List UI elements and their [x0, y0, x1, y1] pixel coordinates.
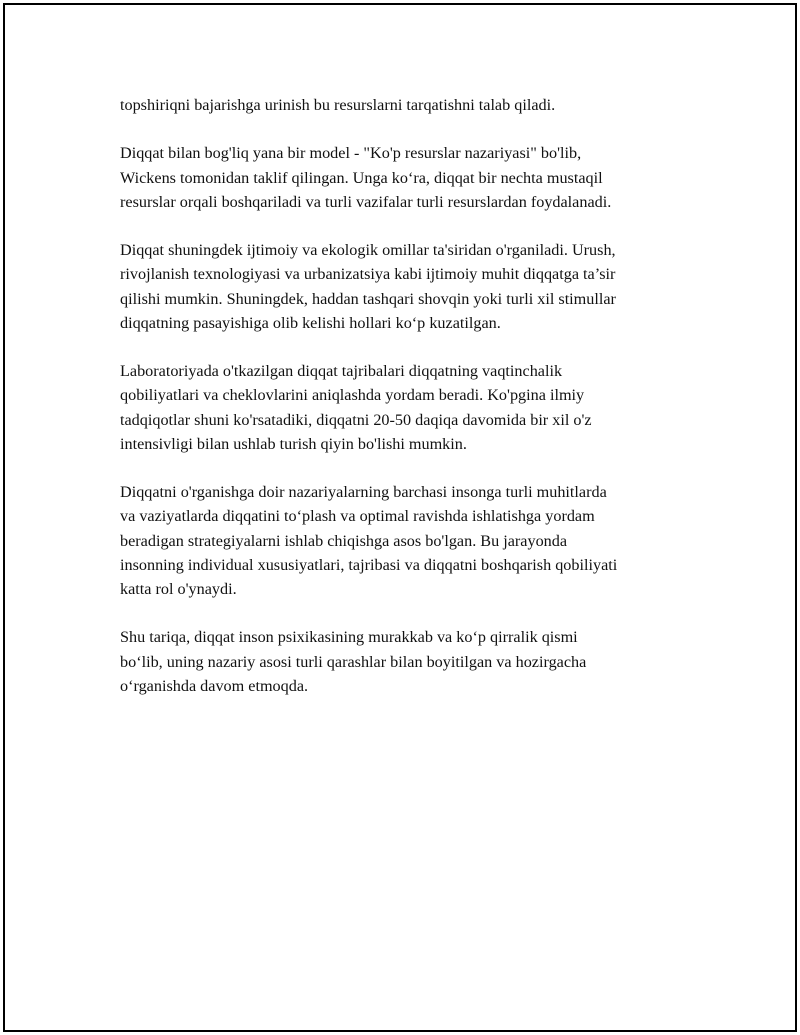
paragraph-3 — [120, 238, 700, 335]
paragraph-4 — [120, 359, 700, 456]
text-line: diqqatning pasayishiga olib kelishi hollari ko‘p kuzatilgan. — [120, 313, 501, 332]
text-line: va vaziyatlarda diqqatini to‘plash va optimal ravishda ishlatishga yordam — [120, 507, 595, 526]
text-line: Laboratoriyada o'tkazilgan diqqat tajribalari diqqatning vaqtinchalik — [120, 362, 563, 381]
paragraph-6 — [120, 625, 700, 698]
text-line: tadqiqotlar shuni ko'rsatadiki, diqqatni 20-50 daqiqa davomida bir xil o'z — [120, 410, 592, 429]
text-line: qilishi mumkin. Shuningdek, haddan tashqari shovqin yoki turli xil stimullar — [120, 289, 616, 308]
text-line: rivojlanish texnologiyasi va urbanizatsiya kabi ijtimoiy muhit diqqatga ta’sir — [120, 265, 616, 284]
text-line: qobiliyatlari va cheklovlarini aniqlashda yordam beradi. Ko'pgina ilmiy — [120, 386, 585, 405]
text-line: katta rol o'ynaydi. — [120, 580, 237, 598]
text-line: topshiriqni bajarishga urinish bu resurslarni tarqatishni talab qiladi. — [120, 96, 556, 114]
paragraph-2 — [120, 141, 700, 214]
text-line: resurslar orqali boshqariladi va turli vazifalar turli resurslardan foydalanadi. — [120, 192, 612, 211]
text-line: Diqqat bilan bog'liq yana bir model - "Ko'p resurslar nazariyasi" bo'lib, — [120, 144, 582, 163]
text-line: insonning individual xususiyatlari, tajribasi va diqqatni boshqarish qobiliyati — [120, 555, 618, 574]
text-line: Diqqat shuningdek ijtimoiy va ekologik omillar ta'siridan o'rganiladi. Urush, — [120, 241, 616, 260]
document-page — [3, 3, 797, 1032]
text-line: o‘rganishda davom etmoqda. — [120, 676, 309, 695]
paragraph-5 — [120, 480, 700, 601]
text-line: Shu tariqa, diqqat inson psixikasining murakkab va ko‘p qirralik qismi — [120, 628, 578, 647]
text-line: intensivligi bilan ushlab turish qiyin bo'lishi mumkin. — [120, 434, 467, 453]
text-line: Diqqatni o'rganishga doir nazariyalarning barchasi insonga turli muhitlarda — [120, 483, 607, 502]
text-line: Wickens tomonidan taklif qilingan. Unga ko‘ra, diqqat bir nechta mustaqil — [120, 168, 603, 187]
document-body — [120, 93, 700, 722]
paragraph-1 — [120, 93, 700, 117]
text-line: beradigan strategiyalarni ishlab chiqishga asos bo'lgan. Bu jarayonda — [120, 531, 568, 550]
text-line: bo‘lib, uning nazariy asosi turli qarashlar bilan boyitilgan va hozirgacha — [120, 652, 587, 671]
